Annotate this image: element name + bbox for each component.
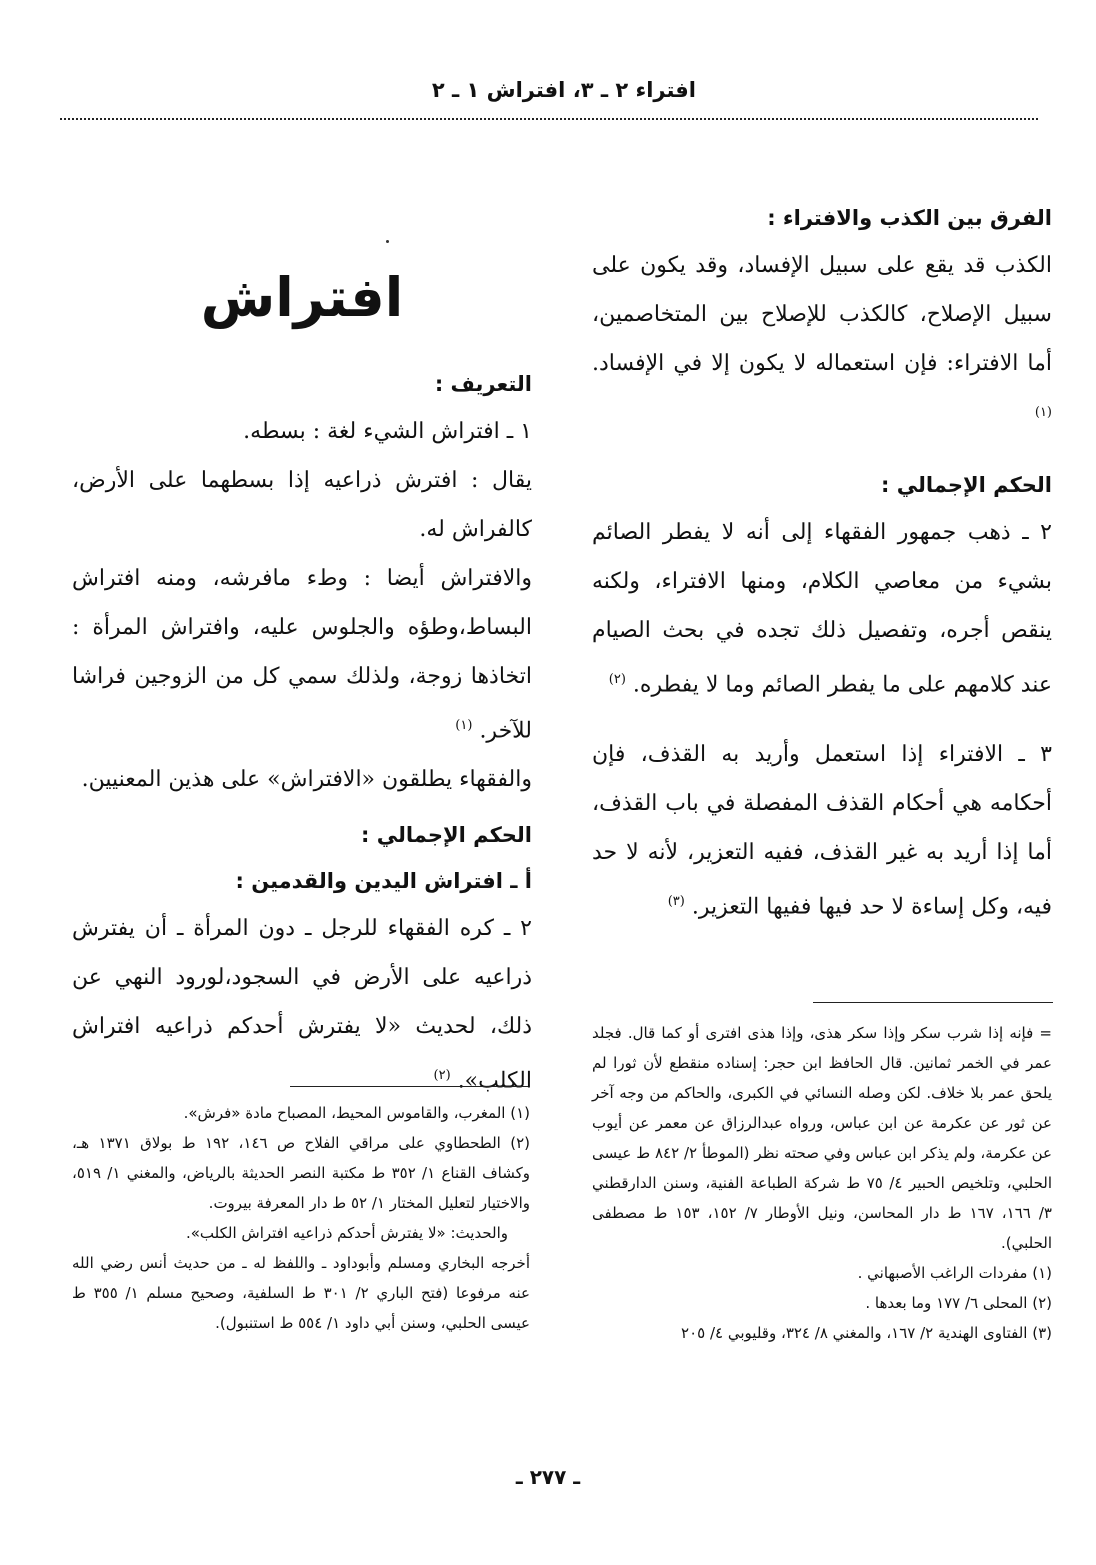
footnote-rule-left xyxy=(290,1086,528,1087)
heading-definition: التعريف : xyxy=(434,372,532,396)
entry-title: افتراش xyxy=(200,266,404,329)
running-header: افتراء ٢ ـ ٣، افتراش ١ ـ ٢ xyxy=(431,78,696,102)
footnote-ref: (١) xyxy=(1034,405,1052,420)
footnote-rule-right xyxy=(813,1002,1053,1003)
footnote-2-right: (٢) المحلى ٦/ ١٧٧ وما بعدها . xyxy=(865,1294,1052,1312)
paragraph-difference: الكذب قد يقع على سبيل الإفساد، وقد يكون على سبيل الإصلاح، كالكذب للإصلاح بين المتخاصمين، أما الافتراء: فإن استعماله لا يكون إلا في الإفساد. $^{(١)}$ xyxy=(592,253,1052,420)
footnotes-left xyxy=(72,1098,530,1338)
paragraph-2-left: ٢ ـ كره الفقهاء للرجل ـ دون المرأة ـ أن يفترش ذراعيه على الأرض في السجود،لورود النهي عن ذلك، لحديث «لا يفترش أحدكم ذراعيه افتراش الكلب». $^{(٢)}$ xyxy=(72,916,532,1094)
right-column xyxy=(592,195,1052,931)
footnote-ref: (١) xyxy=(455,718,473,733)
heading-ruling-left: الحكم الإجمالي : xyxy=(361,823,532,848)
footnote-ref: (٣) xyxy=(667,893,685,909)
footnote-ref: (٢) xyxy=(608,672,626,688)
page-number: ـ ٢٧٧ ـ xyxy=(515,1465,581,1489)
stray-dot xyxy=(386,240,389,243)
left-column xyxy=(72,245,532,1106)
heading-difference: الفرق بين الكذب والافتراء : xyxy=(767,206,1052,230)
heading-ruling-right: الحكم الإجمالي : xyxy=(881,473,1052,498)
footnote-3-right: (٣) الفتاوى الهندية ٢/ ١٦٧، والمغني ٨/ ٣٢٤، وقليوبي ٤/ ٢٠٥ xyxy=(681,1324,1052,1342)
footnote-1-right: (١) مفردات الراغب الأصبهاني . xyxy=(857,1264,1052,1282)
footnote-hadith-source: أخرجه البخاري ومسلم وأبوداود ـ واللفظ له ـ من حديث أنس رضي الله عنه مرفوعا (فتح الباري ٢/ ٣٠١ ط السلفية، وصحيح مسلم ١/ ٣٥٥ ط عيسى الحلبي، وسنن أبي داود ١/ ٥٥٤ ط استنبول). xyxy=(72,1254,530,1332)
footnote-hadith-intro: والحديث: «لا يفترش أحدكم ذراعيه افتراش الكلب». xyxy=(185,1224,508,1242)
paragraph-1d: والفقهاء يطلقون «الافتراش» على هذين المعنيين. xyxy=(81,767,532,793)
paragraph-1: ١ ـ افتراش الشيء لغة : بسطه. xyxy=(243,419,532,444)
paragraph-3-right: ٣ ـ الافتراء إذا استعمل وأريد به القذف، فإن أحكامه هي أحكام القذف المفصلة في باب القذف، أما إذا أريد به غير القذف، ففيه التعزير، لأنه لا حد فيه، وكل إساءة لا حد فيها ففيها التعزير. $^{(٣)}$ xyxy=(592,741,1052,919)
footnote-2-left: (٢) الطحطاوي على مراقي الفلاح ص ١٤٦، ١٩٢ ط بولاق ١٣٧١ هـ، وكشاف القناع ١/ ٣٥٢ ط مكتبة النصر الحديثة بالرياض، والمغني ١/ ٥١٩، والاختيار لتعليل المختار ١/ ٥٢ ط دار المعرفة بيروت. xyxy=(72,1134,531,1212)
header-dotted-rule xyxy=(60,118,1038,120)
paragraph-2-right: ٢ ـ ذهب جمهور الفقهاء إلى أنه لا يفطر الصائم بشيء من معاصي الكلام، ومنها الافتراء، ولكنه ينقص أجره، وتفصيل ذلك تجده في بحث الصيام عند كلامهم على ما يفطر الصائم وما لا يفطره. $^{(٢)}$ xyxy=(592,520,1052,698)
footnote-continuation: = فإنه إذا شرب سكر وإذا سكر هذى، وإذا هذى افترى أو كما قال. فجلد عمر في الخمر ثمانين. قال الحافظ ابن حجر: إسناده منقطع لأن ثورا لم يلحق عمر بلا خلاف. لكن وصله النسائي في الكبرى، والحاكم من وجه آخر عن ثور عن عكرمة عن ابن عباس، ورواه عبدالرزاق عن معمر عن أيوب عن عكرمة، ولم يذكر ابن عباس وفي صحته نظر (الموطأ ٢/ ٨٤٢ ط عيسى الحلبي، وتلخيص الحبير ٤/ ٧٥ ط شركة الطباعة الفنية، وسنن الدارقطني ٣/ ١٦٦، ١٦٧ ط دار المحاسن، ونيل الأوطار ٧/ ١٥٢، ١٥٣ ط مصطفى الحلبي). xyxy=(592,1024,1053,1252)
footnotes-right xyxy=(592,1018,1052,1348)
paragraph-1b: يقال : افترش ذراعيه إذا بسطهما على الأرض، كالفراش له. xyxy=(72,468,532,542)
paragraph-1c: والافتراش أيضا : وطء مافرشه، ومنه افتراش البساط،وطؤه والجلوس عليه، وافتراش المرأة : اتخاذها زوجة، ولذلك سمي كل من الزوجين فراشا للآخر. $^{(١)}$ xyxy=(72,566,532,744)
footnote-1-left: (١) المغرب، والقاموس المحيط، المصباح مادة «فرش». xyxy=(183,1104,530,1122)
footnote-ref: (٢) xyxy=(433,1068,451,1084)
subheading-a: أ ـ افتراش اليدين والقدمين : xyxy=(235,869,532,894)
